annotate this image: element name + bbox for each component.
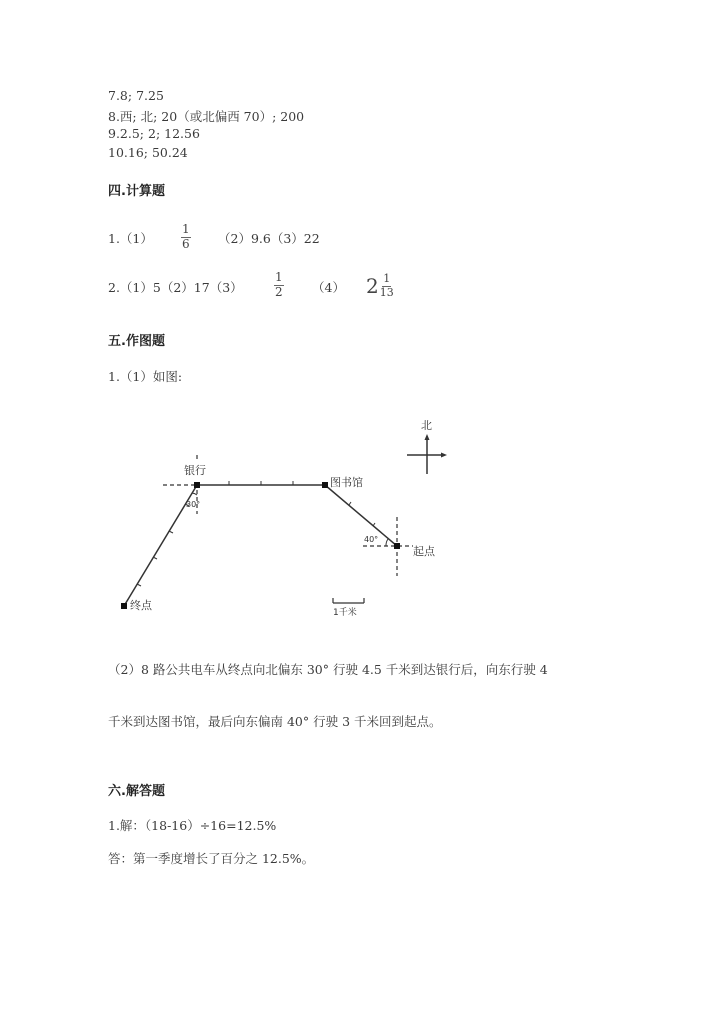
solution-q1-calc: 1.解：（18-16）÷16=12.5% bbox=[108, 818, 277, 833]
fraction-numerator: 1 bbox=[275, 270, 283, 284]
compass-north-label: 北 bbox=[421, 419, 432, 432]
fraction-numerator: 1 bbox=[182, 222, 190, 236]
angle-bank-label: 30° bbox=[186, 500, 201, 509]
library-point bbox=[322, 482, 328, 488]
fraction-denominator: 13 bbox=[379, 285, 394, 299]
answer-line-10: 10.16; 50.24 bbox=[108, 145, 188, 160]
compass-icon bbox=[407, 434, 447, 474]
fraction-numerator: 1 bbox=[383, 272, 391, 285]
mixed-whole: 2 bbox=[366, 274, 379, 299]
answer-line-7: 7.8; 7.25 bbox=[108, 88, 164, 103]
section-heading-calculation: 四.计算题 bbox=[108, 184, 165, 199]
calc-q1-prefix: 1.（1） bbox=[108, 231, 153, 246]
bank-label: 银行 bbox=[184, 464, 206, 477]
calc-q2-part4: （4） bbox=[312, 280, 345, 295]
start-point bbox=[394, 543, 400, 549]
end-label: 终点 bbox=[130, 599, 152, 612]
library-label: 图书馆 bbox=[330, 476, 363, 489]
route-library-to-start bbox=[325, 485, 397, 546]
angle-start-label: 40° bbox=[364, 535, 379, 544]
drawing-q1-part2-line1: （2）8 路公共电车从终点向北偏东 30° 行驶 4.5 千米到达银行后，向东行驶 4 bbox=[108, 662, 548, 677]
calc-q1-rest: （2）9.6（3）22 bbox=[218, 231, 320, 246]
answer-line-9: 9.2.5; 2; 12.56 bbox=[108, 126, 200, 141]
end-point bbox=[121, 603, 127, 609]
drawing-q1-label: 1.（1）如图: bbox=[108, 369, 183, 384]
scale-bar bbox=[333, 598, 364, 603]
section-heading-solution: 六.解答题 bbox=[108, 784, 165, 799]
answer-line-8: 8.西; 北; 20（或北偏西 70）; 200 bbox=[108, 109, 305, 124]
fraction-denominator: 6 bbox=[182, 236, 190, 251]
start-label: 起点 bbox=[413, 545, 435, 558]
scale-label: 1千米 bbox=[333, 608, 357, 618]
calc-q2-prefix: 2.（1）5（2）17（3） bbox=[108, 280, 243, 295]
section-heading-drawing: 五.作图题 bbox=[108, 334, 165, 349]
drawing-q1-part2-line2: 千米到达图书馆，最后向东偏南 40° 行驶 3 千米回到起点。 bbox=[108, 714, 442, 729]
fraction-denominator: 2 bbox=[275, 284, 283, 299]
bank-point bbox=[194, 482, 200, 488]
solution-q1-answer: 答：第一季度增长了百分之 12.5%。 bbox=[108, 851, 315, 866]
